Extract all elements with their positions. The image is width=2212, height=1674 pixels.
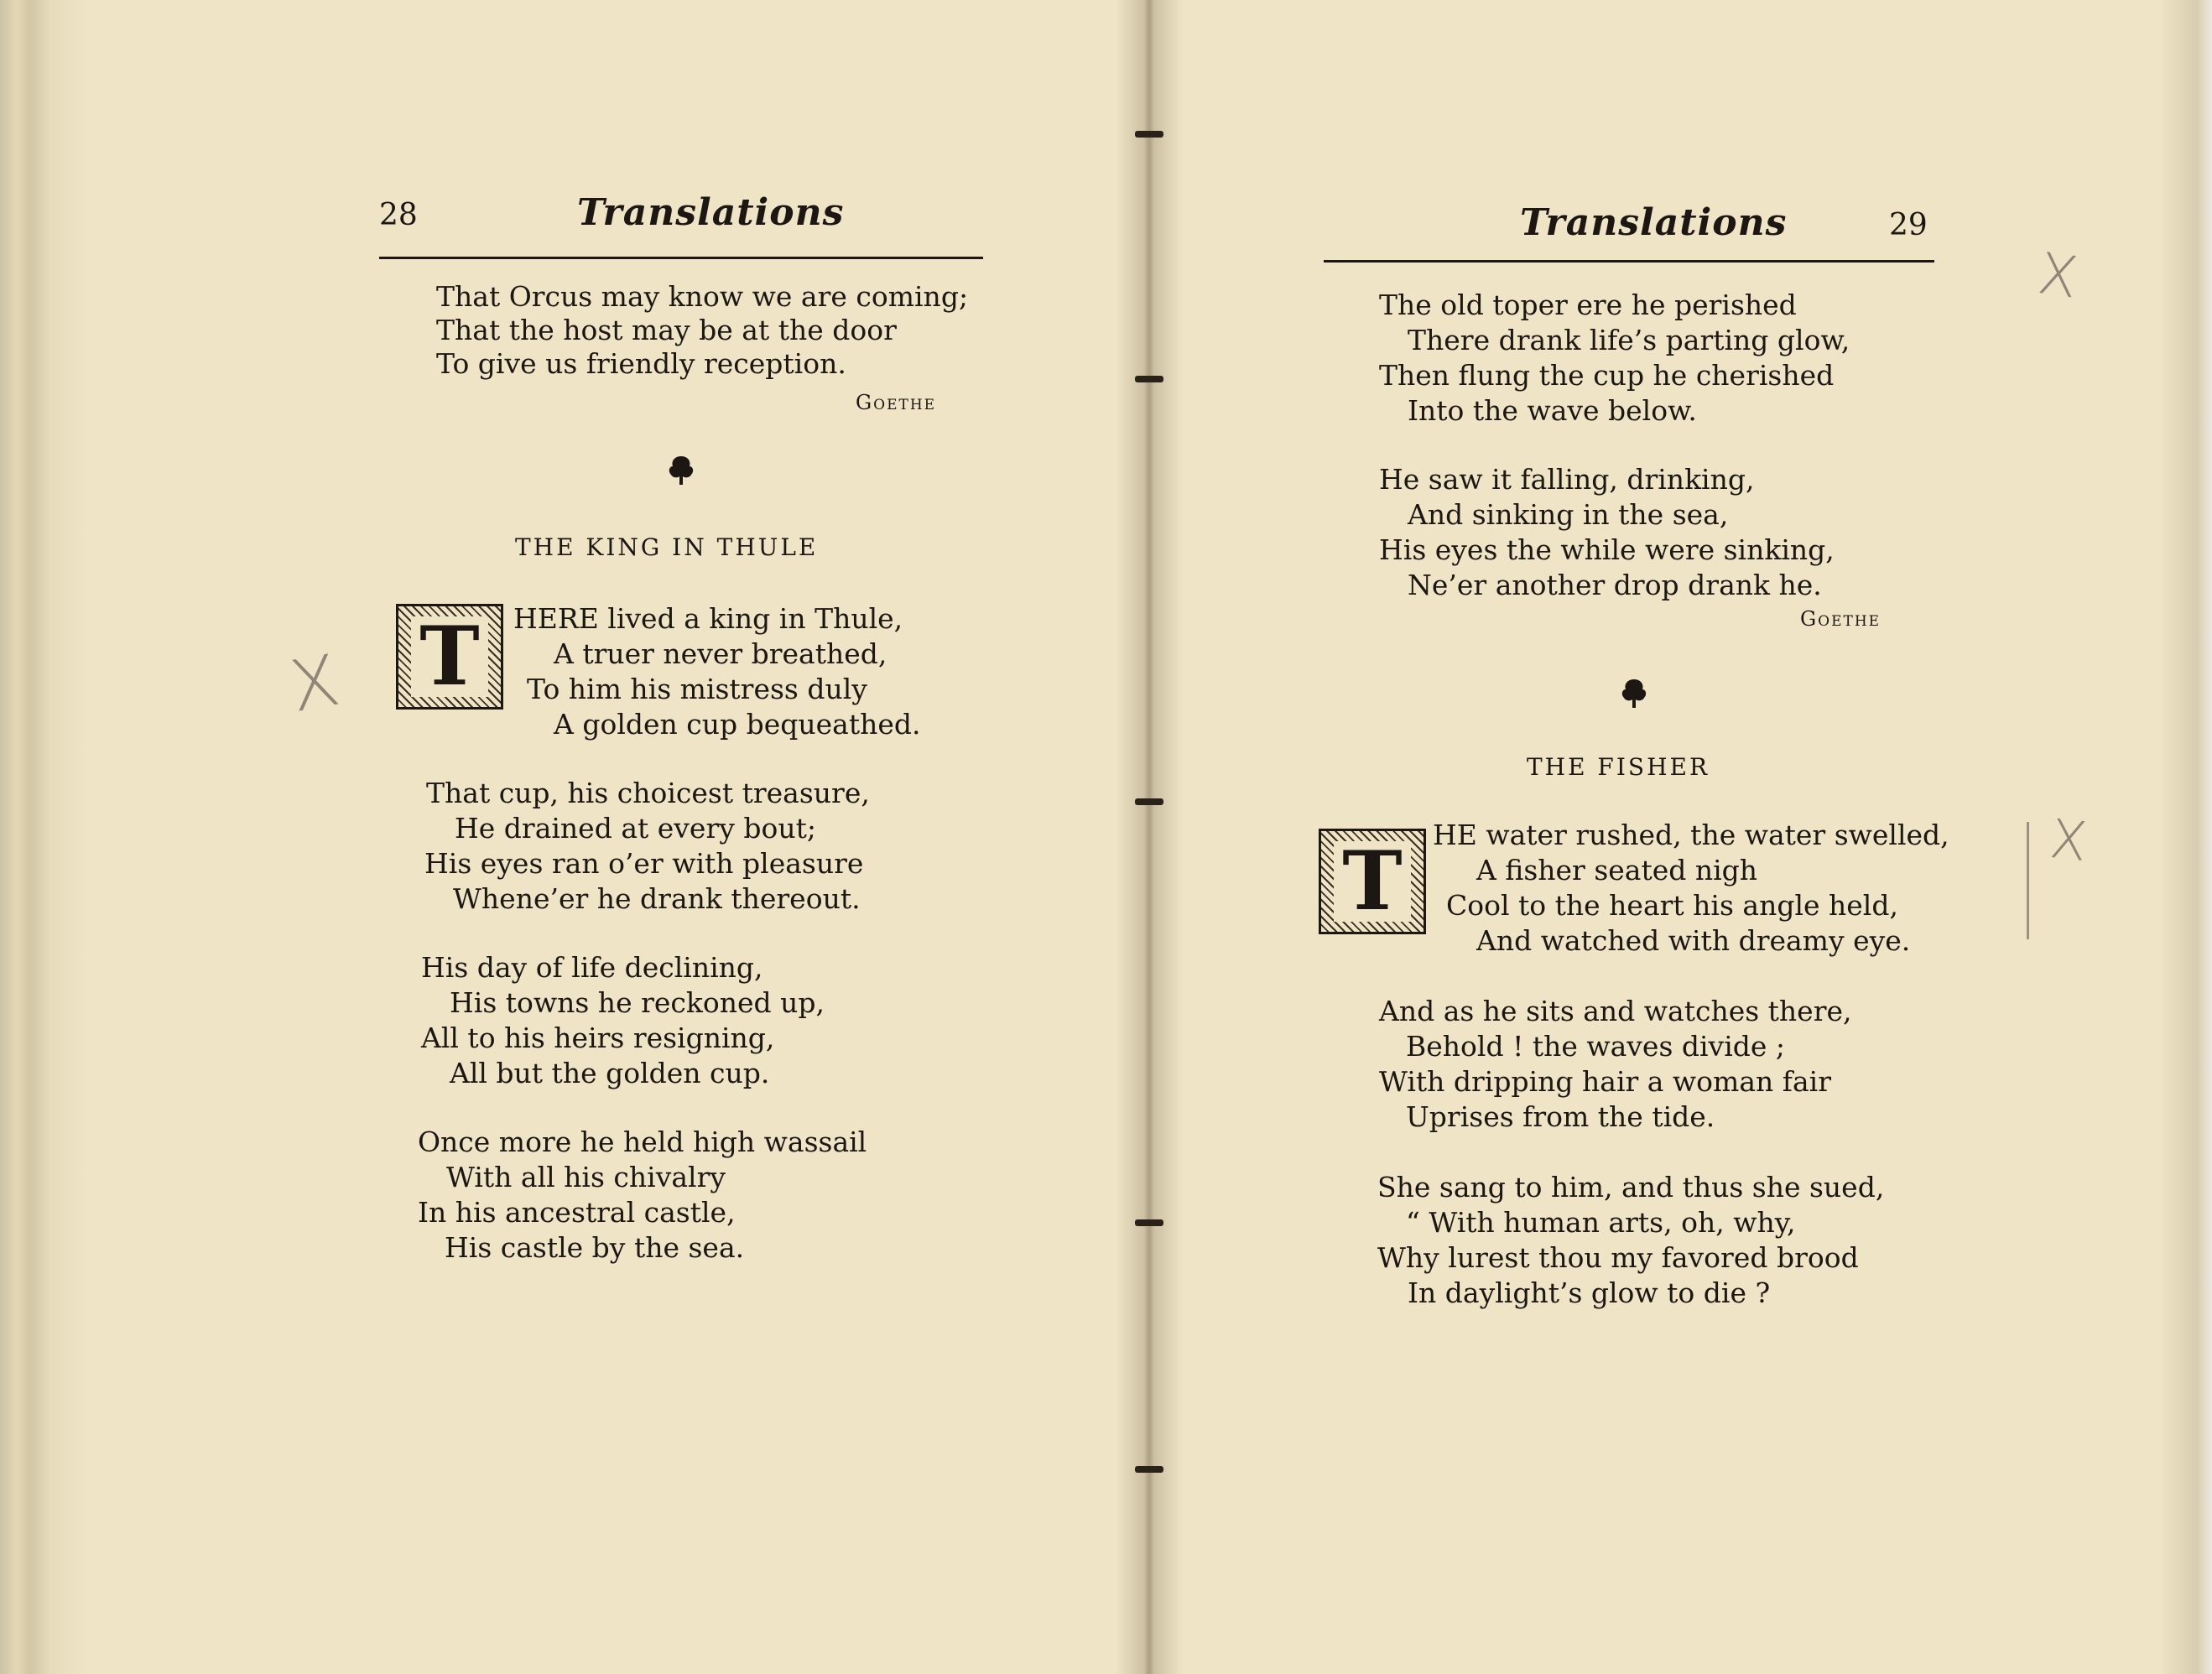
running-head: Translations [577,191,845,234]
author-attribution: Goethe [856,391,937,414]
verse-line: A fisher seated nigh [1476,854,1758,886]
verse-line: That the host may be at the door [436,314,897,346]
verse-line: Once more he held high wassail [418,1126,867,1158]
running-head: Translations [1520,201,1788,244]
verse-line: To him his mistress duly [527,673,867,705]
verse-line: There drank life’s parting glow, [1408,324,1850,356]
verse-line: His castle by the sea. [445,1231,745,1264]
verse-line: In his ancestral castle, [418,1196,736,1229]
verse-line: A truer never breathed, [554,637,887,670]
drop-cap-initial: T [396,604,503,710]
poem-title: THE FISHER [1527,753,1710,781]
verse-line: Behold ! the waves divide ; [1406,1030,1786,1063]
verse-line: His day of life declining, [421,951,763,984]
verse-line: A golden cup bequeathed. [554,708,921,741]
verse-line: Why lurest thou my favored brood [1377,1241,1859,1274]
verse-line: Cool to the heart his angle held, [1446,889,1898,922]
verse-line: And sinking in the sea, [1408,498,1729,531]
verse-line: He drained at every bout; [455,812,816,845]
verse-line: All to his heirs resigning, [421,1022,775,1054]
verse-line: Ne’er another drop drank he. [1408,569,1822,601]
drop-cap-initial: T [1319,829,1426,934]
ornament-icon [663,451,700,488]
header-rule [379,257,983,259]
header-rule [1324,260,1934,263]
pencil-line [2027,822,2029,939]
pencil-mark: X [2033,241,2082,312]
verse-line: To give us friendly reception. [436,347,846,380]
verse-line: HE water rushed, the water swelled, [1433,819,1949,851]
pencil-mark: X [283,638,346,729]
verse-line: She sang to him, and thus she sued, [1377,1171,1885,1204]
right-book-edge [2162,0,2212,1674]
verse-line: His eyes ran o’er with pleasure [424,847,864,880]
verse-line: Then flung the cup he cherished [1379,359,1835,392]
verse-line: In daylight’s glow to die ? [1408,1276,1771,1309]
verse-line: And as he sits and watches there, [1379,995,1852,1027]
verse-line: With dripping hair a woman fair [1379,1065,1831,1098]
right-page [1158,0,2156,1674]
verse-line: Whene’er he drank thereout. [453,882,861,915]
verse-line: The old toper ere he perished [1379,289,1797,321]
verse-line: That cup, his choicest treasure, [426,777,870,809]
verse-line: His eyes the while were sinking, [1379,533,1835,566]
verse-line: All but the golden cup. [450,1057,770,1089]
left-page [84,0,1141,1674]
pencil-mark: X [2047,808,2090,875]
page-number: 28 [379,198,418,232]
verse-line: Uprises from the tide. [1406,1100,1715,1133]
verse-line: Into the wave below. [1408,394,1697,427]
author-attribution: Goethe [1800,607,1882,631]
ornament-icon [1616,674,1652,711]
verse-line: “ With human arts, oh, why, [1406,1206,1796,1239]
left-book-edge [0,0,84,1674]
verse-line: That Orcus may know we are coming; [436,280,969,313]
verse-line: With all his chivalry [446,1161,726,1193]
verse-line: And watched with dreamy eye. [1476,924,1911,957]
page-number: 29 [1889,208,1928,242]
verse-line: His towns he reckoned up, [450,986,825,1019]
verse-line: He saw it falling, drinking, [1379,463,1755,496]
poem-title: THE KING IN THULE [515,533,819,561]
verse-line: HERE lived a king in Thule, [513,602,903,635]
